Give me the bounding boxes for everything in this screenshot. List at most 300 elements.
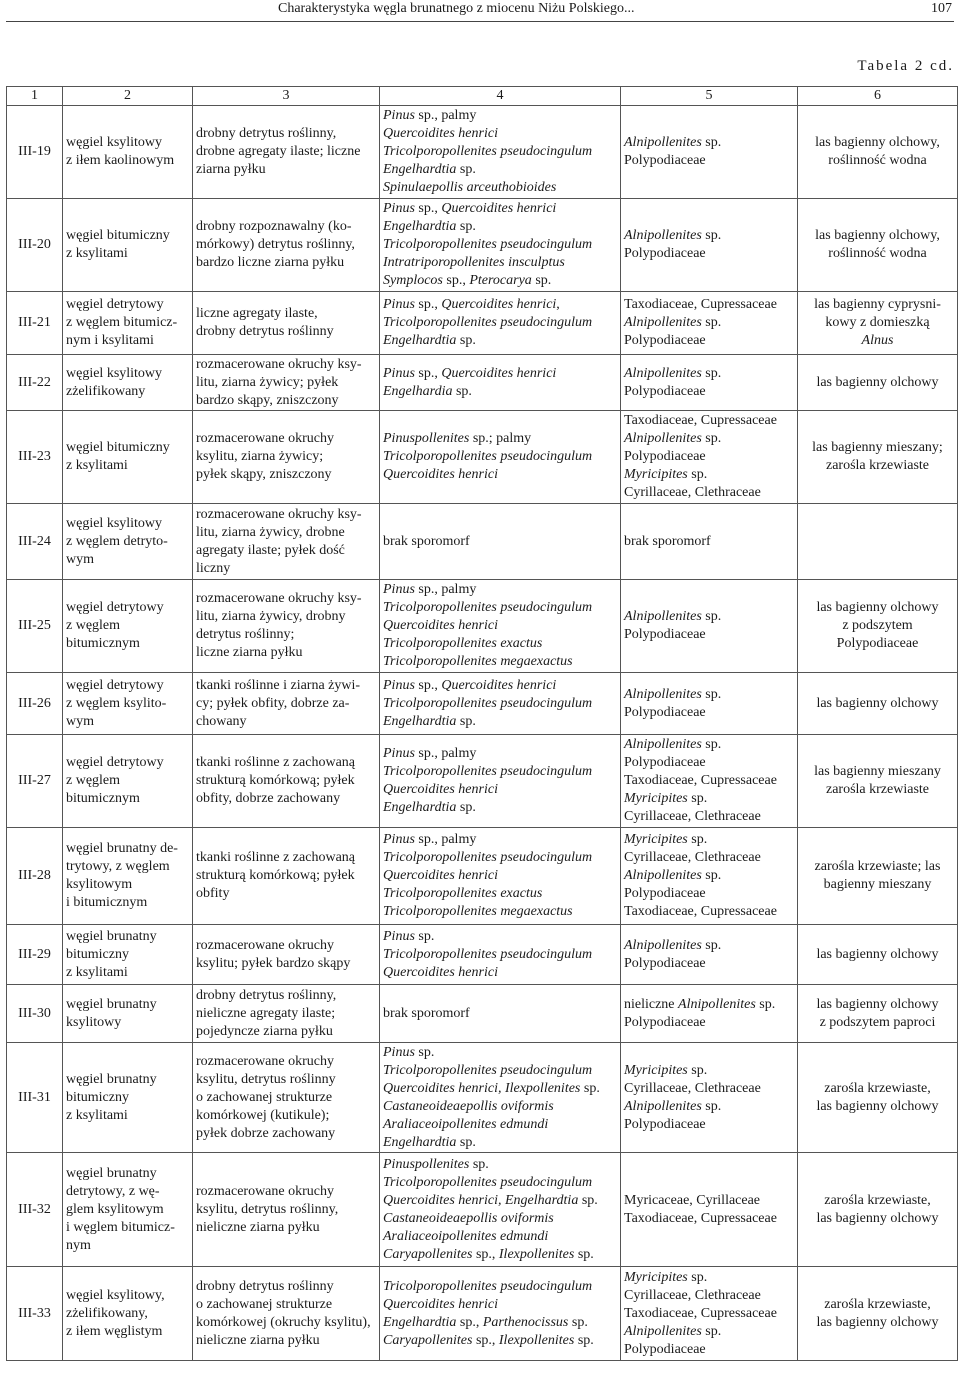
taxon-name: Parthenocissus (482, 1314, 569, 1330)
taxon-name: Tricolporopollenites pseudocingulum (383, 946, 593, 962)
cell-line: drobny detrytus roślinny (196, 1278, 334, 1294)
cell-text: sp. (701, 315, 722, 330)
cell-line (624, 1098, 794, 1116)
sample-id-cell: III-28 (7, 828, 63, 925)
cell-line (801, 152, 954, 170)
plant-community-cell (798, 1043, 958, 1153)
sample-id-cell: III-19 (7, 106, 63, 199)
cell-text: bagienny mieszany (823, 877, 932, 892)
table-body (7, 106, 958, 1361)
taxon-name: Pinus (383, 582, 415, 597)
coal-type-cell (63, 292, 193, 355)
column-number: 4 (380, 87, 621, 106)
cell-text: sp. (452, 383, 472, 399)
coal-type-cell (63, 355, 193, 411)
cell-line (801, 314, 954, 332)
cell-line (383, 677, 617, 695)
microscopic-description-cell (193, 735, 380, 828)
taxon-name: Tricolporopollenites megaexactus (383, 654, 573, 669)
header-rule (6, 21, 954, 22)
cell-text: Polypodiaceae (624, 1116, 706, 1132)
table-row (7, 355, 958, 411)
cell-text: las bagienny olchowy, (815, 135, 940, 150)
table-row (7, 1267, 958, 1361)
cell-text: sp., palmy (414, 832, 477, 847)
coal-type-cell (63, 828, 193, 925)
cell-text: roślinność wodna (828, 246, 927, 261)
cell-line: z ksylitami (66, 1107, 128, 1123)
cell-line (383, 946, 617, 964)
cell-text: Cyrillaceae, Clethraceae (624, 809, 761, 824)
cell-text: sp. (414, 928, 435, 944)
table-row (7, 1153, 958, 1267)
cell-text: sp. (701, 609, 722, 624)
cell-line: nym (66, 1237, 91, 1253)
spore-taxa-cell (621, 199, 798, 292)
cell-line (383, 1156, 617, 1174)
cell-text: Taxodiaceae, Cupressaceae (624, 297, 777, 312)
taxon-name: Alnipollenites (624, 365, 702, 381)
coal-type-cell (63, 106, 193, 199)
cell-line: liczne ziarna pyłku (196, 645, 303, 660)
cell-text: zarośla krzewiaste, (824, 1296, 931, 1312)
cell-line (383, 617, 617, 635)
sample-id-cell: III-29 (7, 925, 63, 985)
cell-text: las bagienny olchowy (816, 1314, 939, 1330)
cell-line (801, 858, 954, 876)
cell-line: nieliczne ziarna pyłku (196, 1219, 320, 1235)
plant-community-cell (798, 925, 958, 985)
sample-id-cell: III-27 (7, 735, 63, 828)
cell-line: strukturą komórkową; pyłek (196, 868, 355, 883)
cell-line: litu, ziarna żywicy, drobny (196, 609, 346, 624)
cell-line: pojedyncze ziarna pyłku (196, 1023, 333, 1039)
table-row (7, 828, 958, 925)
cell-line (383, 964, 617, 982)
spore-taxa-cell (621, 1043, 798, 1153)
sample-id-cell: III-24 (7, 504, 63, 580)
cell-line (383, 179, 617, 197)
cell-line (624, 867, 794, 885)
sample-id-cell: III-30 (7, 985, 63, 1043)
cell-line (801, 457, 954, 475)
cell-line (624, 1192, 794, 1210)
spore-taxa-cell (621, 355, 798, 411)
taxon-name: Alnipollenites (624, 937, 702, 953)
taxon-name: Pinuspollenites (383, 431, 470, 446)
taxon-name: Alnipollenites (678, 996, 756, 1012)
cell-text: sp. (414, 1044, 435, 1060)
taxon-name: Tricolporopollenites pseudocingulum (383, 695, 593, 711)
cell-line (624, 849, 794, 867)
spore-taxa-cell (621, 411, 798, 504)
cell-line: ksylitu, detrytus roślinny (196, 1071, 336, 1087)
cell-text: las bagienny olchowy (816, 996, 939, 1012)
cell-text: zarośla krzewiaste (826, 458, 929, 473)
cell-text: Polypodiaceae (624, 1341, 706, 1357)
table-row (7, 504, 958, 580)
pollen-taxa-cell (380, 735, 621, 828)
table-row (7, 106, 958, 199)
cell-line (383, 533, 617, 551)
cell-line (801, 1098, 954, 1116)
cell-line: ksylitowym (66, 877, 133, 892)
table-row (7, 735, 958, 828)
pollen-taxa-cell (380, 580, 621, 673)
taxon-name: Quercoidites henrici (383, 1296, 498, 1312)
cell-text: brak sporomorf (383, 1005, 470, 1021)
cell-line (624, 1080, 794, 1098)
cell-text: sp. (701, 365, 722, 381)
taxon-name: Araliaceoipollenites edmundi (383, 1116, 549, 1132)
cell-text: sp. (574, 1332, 594, 1348)
taxon-name: Tricolporopollenites pseudocingulum (383, 144, 593, 159)
microscopic-description-cell (193, 411, 380, 504)
sample-id-cell: III-21 (7, 292, 63, 355)
cell-line: rozmacerowane okruchy (196, 1053, 334, 1069)
taxon-name: Engelhardtia (383, 1314, 457, 1330)
cell-line: pyłek dobrze zachowany (196, 1125, 336, 1141)
microscopic-description-cell (193, 673, 380, 735)
cell-line: o zachowanej strukturze (196, 1296, 333, 1312)
cell-text: sp. (687, 467, 708, 482)
cell-line (624, 1014, 794, 1032)
cell-text: Polypodiaceae (624, 153, 706, 168)
cell-line: rozmacerowane okruchy (196, 1183, 334, 1199)
cell-line: z ksylitami (66, 964, 128, 980)
cell-line (383, 867, 617, 885)
cell-text: sp., palmy (414, 746, 477, 761)
cell-text: sp. (701, 737, 722, 752)
cell-line (383, 1278, 617, 1296)
taxon-name: Quercoidites henrici (383, 467, 498, 482)
plant-community-cell (798, 1267, 958, 1361)
cell-line: liczny (196, 560, 231, 576)
cell-line (801, 332, 954, 350)
cell-line: z iłem kaolinowym (66, 153, 175, 168)
taxon-name: Pinus (383, 746, 415, 761)
cell-line (801, 617, 954, 635)
cell-line: wym (66, 713, 94, 729)
cell-line (801, 946, 954, 964)
cell-line: strukturą komórkową; pyłek (196, 773, 355, 788)
cell-line: litu, ziarna żywicy, drobne (196, 524, 345, 540)
taxon-name: Symplocos (383, 273, 443, 288)
taxon-name: Alnipollenites (624, 686, 702, 702)
cell-line (383, 903, 617, 921)
cell-line: węgiel ksylitowy (66, 135, 163, 150)
spore-taxa-cell (621, 292, 798, 355)
cell-line (801, 1314, 954, 1332)
cell-line (383, 1246, 617, 1264)
taxon-name: Pinuspollenites (383, 1156, 470, 1172)
cell-line: ksylitu, ziarna żywicy; (196, 449, 324, 464)
cell-line (624, 383, 794, 401)
cell-line (624, 466, 794, 484)
cell-text: sp. (701, 937, 722, 953)
microscopic-description-cell (193, 1043, 380, 1153)
cell-line (801, 1080, 954, 1098)
taxon-name: Alnipollenites (624, 1323, 702, 1339)
cell-line: zżelifikowany (66, 383, 146, 399)
cell-line (383, 383, 617, 401)
microscopic-description-cell (193, 580, 380, 673)
coal-type-cell (63, 985, 193, 1043)
cell-text: , (556, 297, 560, 312)
cell-text: sp., (472, 1332, 499, 1348)
cell-line: tkanki roślinne z zachowaną (196, 755, 355, 770)
cell-line: węgiel bitumiczny (66, 228, 170, 243)
sample-id-cell: III-26 (7, 673, 63, 735)
taxon-name: Tricolporopollenites megaexactus (383, 904, 573, 919)
cell-text: sp., (472, 1246, 499, 1262)
cell-line: bitumiczny (66, 946, 129, 962)
cell-line (383, 254, 617, 272)
cell-text: Taxodiaceae, Cupressaceae (624, 1305, 777, 1321)
taxon-name: Ilexpollenites (498, 1246, 575, 1262)
cell-line (801, 134, 954, 152)
taxon-name: Tricolporopollenites pseudocingulum (383, 600, 593, 615)
cell-line (624, 430, 794, 448)
cell-text: sp. (580, 1080, 600, 1096)
cell-line (624, 955, 794, 973)
taxon-name: Ilexpollenites (498, 1332, 575, 1348)
pollen-taxa-cell (380, 673, 621, 735)
taxon-name: Myricipites (624, 832, 688, 847)
microscopic-description-cell (193, 828, 380, 925)
cell-text: sp. (701, 431, 722, 446)
cell-line: z węglem (66, 618, 121, 633)
cell-text: Polypodiaceae (624, 627, 706, 642)
taxon-name: Quercoidites henrici (383, 782, 498, 797)
cell-line: obfity (196, 886, 230, 901)
cell-line (383, 635, 617, 653)
cell-text: Polypodiaceae (624, 704, 706, 720)
sample-id-cell: III-25 (7, 580, 63, 673)
pollen-taxa-cell (380, 1043, 621, 1153)
cell-text: brak sporomorf (624, 533, 711, 549)
cell-text: Cyrillaceae, Clethraceae (624, 1080, 761, 1096)
cell-text: Taxodiaceae, Cupressaceae (624, 904, 777, 919)
taxon-name: Tricolporopollenites exactus (383, 636, 543, 651)
cell-text: las bagienny olchowy (816, 1210, 939, 1226)
microscopic-description-cell (193, 1267, 380, 1361)
cell-text: sp., (442, 273, 470, 288)
cell-text: kowy z domieszką (825, 315, 930, 330)
cell-line (383, 1116, 617, 1134)
cell-line (801, 876, 954, 894)
taxon-name: Tricolporopollenites pseudocingulum (383, 1174, 593, 1190)
cell-line: nym i ksylitami (66, 333, 154, 348)
taxon-name: Pinus (383, 1044, 415, 1060)
taxon-name: Engelhardtia (383, 219, 457, 234)
spore-taxa-cell (621, 580, 798, 673)
cell-line (383, 1098, 617, 1116)
spore-taxa-cell (621, 985, 798, 1043)
cell-text: Taxodiaceae, Cupressaceae (624, 1210, 777, 1226)
cell-line (383, 763, 617, 781)
cell-line: nieliczne ziarna pyłku (196, 1332, 320, 1348)
cell-line (383, 332, 617, 350)
taxon-name: Quercoidites henrici (383, 126, 498, 141)
cell-line (624, 1305, 794, 1323)
cell-line: i węglem bitumicz- (66, 1219, 175, 1235)
taxon-name: Quercoidites henrici (383, 964, 498, 980)
cell-text: Myricaceae, Cyrillaceae (624, 1192, 761, 1208)
taxon-name: Myricipites (624, 1062, 688, 1078)
cell-text: las bagienny olchowy (816, 695, 939, 711)
taxon-name: Pinus (383, 108, 415, 123)
cell-text: Taxodiaceae, Cupressaceae (624, 413, 777, 428)
cell-line (383, 125, 617, 143)
cell-line: bitumicznym (66, 791, 140, 806)
column-number: 2 (63, 87, 193, 106)
coal-type-cell (63, 504, 193, 580)
cell-line (624, 754, 794, 772)
page-number: 107 (931, 1, 952, 16)
cell-line: węgiel ksylitowy (66, 365, 163, 381)
cell-text: sp., (456, 1314, 483, 1330)
taxon-name: Engelhardtia (383, 162, 457, 177)
cell-line (624, 937, 794, 955)
cell-line: rozmacerowane okruchy ksy- (196, 356, 362, 372)
spore-taxa-cell (621, 735, 798, 828)
cell-line (383, 695, 617, 713)
cell-line (624, 704, 794, 722)
cell-line (383, 296, 617, 314)
taxon-name: Intratriporopollenites insculptus (383, 255, 565, 270)
cell-text: sp. (568, 1314, 588, 1330)
cell-text: las bagienny olchowy (816, 1098, 939, 1114)
cell-line: węgiel detrytowy (66, 297, 164, 312)
cell-text: Polypodiaceae (624, 1014, 706, 1030)
table-caption: Tabela 2 cd. (857, 58, 954, 74)
table-row (7, 985, 958, 1043)
cell-text: sp. (687, 832, 708, 847)
cell-text: sp. (456, 800, 476, 815)
cell-line: z węglem bitumicz- (66, 315, 178, 330)
pollen-taxa-cell (380, 106, 621, 199)
cell-line: z iłem węglistym (66, 1323, 163, 1339)
cell-line (383, 314, 617, 332)
cell-text: sp. (456, 713, 476, 729)
cell-line (383, 599, 617, 617)
cell-text: sp. (578, 1192, 598, 1208)
cell-line (801, 1192, 954, 1210)
taxon-name: Alnipollenites (624, 609, 702, 624)
cell-line (383, 466, 617, 484)
taxon-name: Castaneoideaepollis oviformis (383, 1098, 554, 1114)
cell-line (383, 1174, 617, 1192)
cell-line (383, 849, 617, 867)
cell-line (383, 143, 617, 161)
cell-line: rozmacerowane okruchy ksy- (196, 591, 362, 606)
cell-text: sp. (574, 1246, 594, 1262)
cell-line: agregaty ilaste; pyłek dość (196, 542, 345, 558)
cell-line: z węglem ksylito- (66, 695, 167, 711)
cell-text: Cyrillaceae, Clethraceae (624, 1287, 761, 1303)
taxon-name: Quercoidites henrici, Ilexpollenites (383, 1080, 581, 1096)
table-header (7, 87, 958, 106)
spore-taxa-cell (621, 673, 798, 735)
cell-text: Cyrillaceae, Clethraceae (624, 850, 761, 865)
cell-text: sp. (701, 1098, 722, 1114)
cell-text: Polypodiaceae (624, 333, 706, 348)
cell-line: drobny detrytus roślinny (196, 324, 334, 339)
cell-line (801, 996, 954, 1014)
cell-line (624, 1269, 794, 1287)
table-row (7, 411, 958, 504)
cell-text: sp. (687, 1062, 708, 1078)
cell-line (383, 713, 617, 731)
cell-line: cy; pyłek obfity, dobrze za- (196, 695, 350, 711)
cell-line: z węglem (66, 773, 121, 788)
plant-community-cell (798, 828, 958, 925)
taxon-name: Engelhardia (383, 383, 453, 399)
cell-text: sp., palmy (414, 108, 477, 123)
table-row (7, 673, 958, 735)
cell-line (624, 245, 794, 263)
cell-text: sp.; palmy (469, 431, 532, 446)
column-number: 6 (798, 87, 958, 106)
coal-type-cell (63, 735, 193, 828)
cell-line (624, 1287, 794, 1305)
microscopic-description-cell (193, 292, 380, 355)
taxon-name: Tricolporopollenites pseudocingulum (383, 315, 593, 330)
table-row (7, 199, 958, 292)
cell-line (383, 236, 617, 254)
taxon-name: Quercoidites henrici, Engelhardtia (383, 1192, 579, 1208)
cell-line (624, 772, 794, 790)
cell-line: ksylitu; pyłek bardzo skąpy (196, 955, 351, 971)
cell-line: drobne agregaty ilaste; liczne (196, 144, 361, 159)
cell-line: drobny rozpoznawalny (ko- (196, 219, 352, 234)
cell-line (801, 374, 954, 392)
cell-line (383, 200, 617, 218)
cell-line (383, 1210, 617, 1228)
cell-line: i bitumicznym (66, 895, 148, 910)
taxon-name: Tricolporopollenites exactus (383, 886, 543, 901)
cell-line: ksylitowy (66, 1014, 122, 1030)
cell-line: rozmacerowane okruchy (196, 937, 334, 953)
microscopic-description-cell (193, 985, 380, 1043)
cell-text: sp. (531, 273, 552, 288)
cell-line: bitumiczny (66, 1089, 129, 1105)
coal-type-cell (63, 925, 193, 985)
sample-id-cell: III-33 (7, 1267, 63, 1361)
cell-line (801, 635, 954, 653)
cell-line: chowany (196, 713, 247, 729)
plant-community-cell (798, 106, 958, 199)
coal-type-cell (63, 1267, 193, 1361)
coal-type-cell (63, 411, 193, 504)
plant-community-cell (798, 199, 958, 292)
plant-community-cell (798, 580, 958, 673)
cell-line (383, 581, 617, 599)
taxon-name: Quercoidites henrici (441, 297, 557, 312)
cell-text: las bagienny mieszany (814, 764, 941, 779)
cell-line: z ksylitami (66, 458, 128, 473)
taxon-name: Alnipollenites (624, 737, 702, 752)
cell-line: rozmacerowane okruchy (196, 431, 334, 446)
taxon-name: Castaneoideaepollis oviformis (383, 1210, 554, 1226)
cell-line: tkanki roślinne z zachowaną (196, 850, 355, 865)
cell-text: Polypodiaceae (624, 886, 706, 901)
taxon-name: Engelhardtia (383, 1134, 457, 1150)
plant-community-cell (798, 411, 958, 504)
cell-line (383, 1332, 617, 1350)
cell-line: węgiel detrytowy (66, 755, 164, 770)
